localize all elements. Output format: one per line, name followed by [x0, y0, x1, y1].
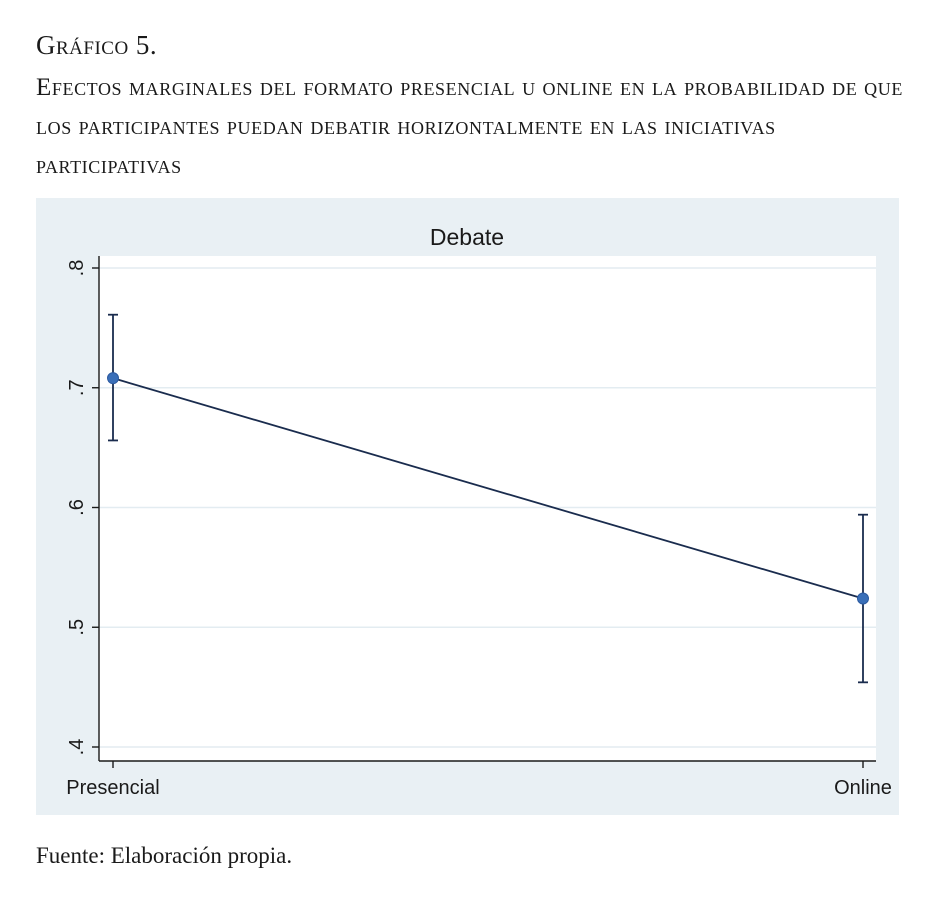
source-note: Fuente: Elaboración propia.	[36, 843, 293, 868]
x-tick-label: Presencial	[66, 777, 160, 799]
chart-panel	[36, 198, 899, 815]
plot-area	[99, 256, 876, 761]
y-tick-label: .5	[66, 618, 88, 636]
y-tick-label: .4	[66, 738, 88, 756]
figure-label: Gráfico 5.	[36, 30, 158, 60]
marginal-effects-chart	[36, 198, 899, 815]
chart-title: Debate	[429, 224, 505, 250]
data-point	[108, 373, 119, 384]
data-point	[858, 593, 869, 604]
x-axis-ticks	[66, 761, 892, 799]
x-tick-label: Online	[834, 777, 892, 799]
y-tick-label: .6	[66, 499, 88, 516]
y-axis-ticks	[66, 260, 99, 756]
y-tick-label: .8	[66, 259, 88, 277]
y-tick-label: .7	[66, 379, 88, 397]
figure-title: Efectos marginales del formato presencial u online en la probabilidad de que los participantes puedan debatir horizontalmente en las iniciativas participativas	[36, 74, 903, 179]
